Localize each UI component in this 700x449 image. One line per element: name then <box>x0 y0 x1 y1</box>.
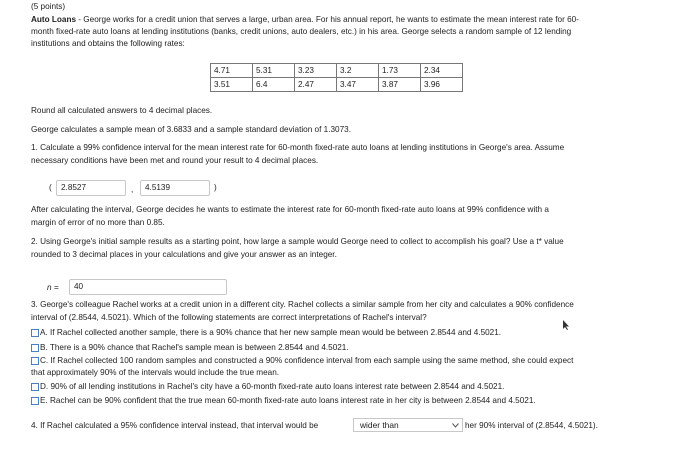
intro-line-3: institutions and obtains the following rates: <box>31 39 185 48</box>
rate-cell: 1.73 <box>379 64 421 78</box>
rate-cell: 3.23 <box>295 64 337 78</box>
rate-cell: 2.47 <box>295 78 337 92</box>
q3-line-2: interval of (2.8544, 4.5021). Which of the following statements are correct interpretations of Rachel's interval? <box>31 313 427 322</box>
q1-close-paren: ) <box>214 183 217 192</box>
intro-line-1 <box>31 15 579 24</box>
mouse-cursor-icon <box>562 320 570 330</box>
q1-lower-bound-input[interactable]: 2.8527 <box>56 180 126 196</box>
option-c-label: C. If Rachel collected 100 random samples and constructed a 90% confidence interval from each sample using the same method, she could expect <box>40 356 574 365</box>
table-row <box>211 64 463 78</box>
q1-open-paren: ( <box>49 183 52 192</box>
q3-line-1: 3. George's colleague Rachel works at a credit union in a different city. Rachel collects a similar sample from her city and calculates a 90% confidence <box>31 300 574 309</box>
option-c-label-cont: that approximately 90% of the intervals would include the true mean. <box>31 368 280 377</box>
intro-text-1: - George works for a credit union that serves a large, urban area. For his annual report, he wants to estimate the mean interest rate for 60- <box>76 15 579 24</box>
rate-cell: 3.87 <box>379 78 421 92</box>
q4-selected-value: wider than <box>360 420 399 430</box>
option-a-label: A. If Rachel collected another sample, there is a 90% chance that her new sample mean would be between 2.8544 and 4.5021. <box>40 328 502 337</box>
rate-cell: 3.2 <box>337 64 379 78</box>
chevron-down-icon <box>452 423 459 428</box>
rate-cell: 4.71 <box>211 64 253 78</box>
intro-line-2: month fixed-rate auto loans at lending institutions (banks, credit unions, auto dealers, etc.) in his area. George selects a random sample of 12 lending <box>31 27 572 36</box>
points-label: (5 points) <box>31 2 66 11</box>
rate-cell: 2.34 <box>421 64 463 78</box>
rate-cell: 5.31 <box>253 64 295 78</box>
q1-comma: , <box>131 185 134 194</box>
option-c-checkbox[interactable] <box>31 357 39 365</box>
q4-comparison-dropdown[interactable] <box>353 418 463 432</box>
option-b-label: B. There is a 90% chance that Rachel's sample mean is between 2.8544 and 4.5021. <box>40 343 349 352</box>
option-d-label: D. 90% of all lending institutions in Rachel's city have a 60-month fixed-rate auto loans interest rate between 2.8544 and 4.5021. <box>40 382 505 391</box>
rate-cell: 3.51 <box>211 78 253 92</box>
q4-prefix: 4. If Rachel calculated a 95% confidence interval instead, that interval would be <box>31 421 319 430</box>
sample-stats: George calculates a sample mean of 3.6833 and a sample standard deviation of 1.3073. <box>31 125 351 134</box>
table-row <box>211 78 463 92</box>
rate-cell: 3.96 <box>421 78 463 92</box>
q1-line-2: necessary conditions have been met and round your result to 4 decimal places. <box>31 156 319 165</box>
q2-sample-size-input[interactable]: 40 <box>69 279 227 295</box>
after-interval-line-2: margin of error of no more than 0.85. <box>31 218 165 227</box>
option-e-label: E. Rachel can be 90% confident that the true mean 60-month fixed-rate auto loans interest rate in her city is between 2.8544 and 4.5021. <box>40 396 536 405</box>
option-b-checkbox[interactable] <box>31 344 39 352</box>
round-note: Round all calculated answers to 4 decimal places. <box>31 106 213 115</box>
option-a-checkbox[interactable] <box>31 329 39 337</box>
q2-line-2: rounded to 3 decimal places in your calculations and give your answer as an integer. <box>31 250 337 259</box>
q2-line-1: 2. Using George's initial sample results as a starting point, how large a sample would George need to collect to accomplish his goal? Use a t* value <box>31 237 564 246</box>
rates-table <box>210 63 463 92</box>
q1-upper-bound-input[interactable]: 4.5139 <box>140 180 210 196</box>
after-interval-line-1: After calculating the interval, George decides he wants to estimate the interest rate for 60-month fixed-rate auto loans at 99% confidence with a <box>31 205 549 214</box>
rate-cell: 6.4 <box>253 78 295 92</box>
rate-cell: 3.47 <box>337 78 379 92</box>
q4-suffix: her 90% interval of (2.8544, 4.5021). <box>465 421 598 430</box>
problem-title: Auto Loans <box>31 15 77 24</box>
q2-n-label: n = <box>47 283 59 292</box>
q1-line-1: 1. Calculate a 99% confidence interval for the mean interest rate for 60-month fixed-rate auto loans at lending institutions in George's area. Assume <box>31 143 565 152</box>
option-d-checkbox[interactable] <box>31 383 39 391</box>
option-e-checkbox[interactable] <box>31 397 39 405</box>
